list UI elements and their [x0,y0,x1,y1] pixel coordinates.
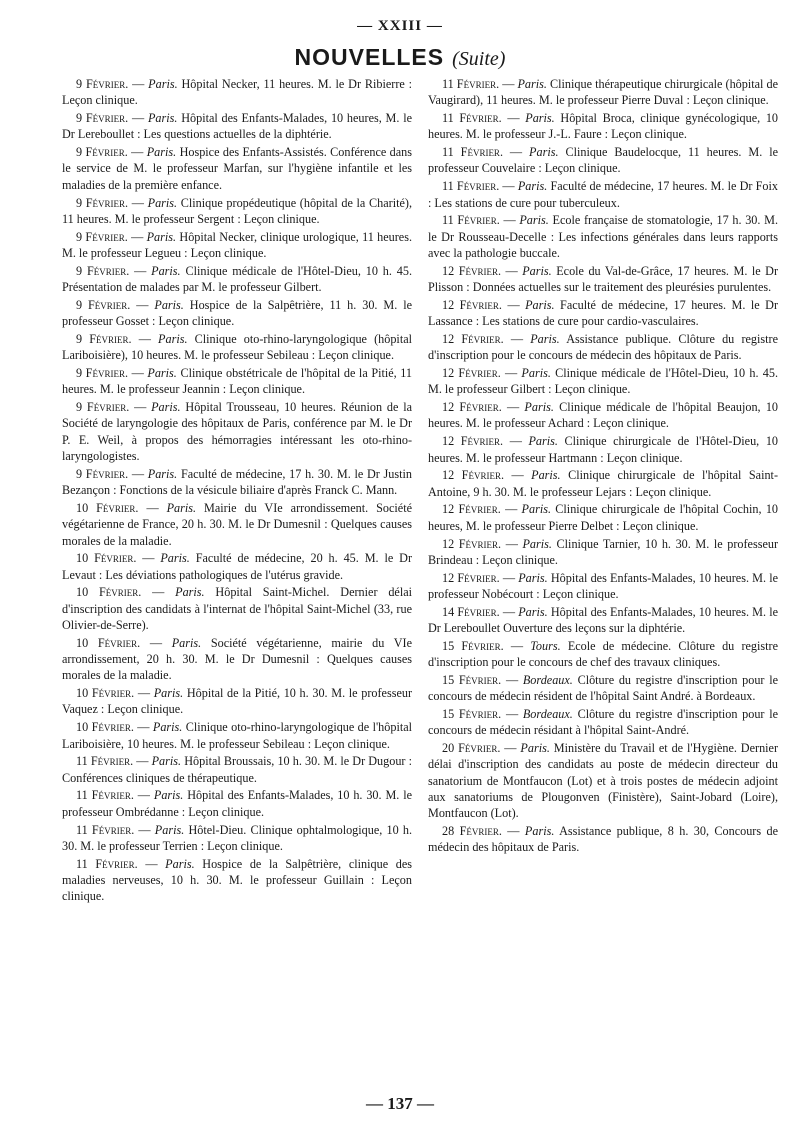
entry-text: Clinique oto-rhino-laryngologique (hôpital Lariboisière), 10 heures. M. le professeur Sebileau : Leçon clinique. [62,331,413,363]
entry-text: Assistance publique. Clôture du registre d'inscription pour le concours de médecin des hôpitaux de Paris. [428,331,778,363]
entry-date: 9 Février. — [76,229,144,244]
entry-city: Paris. [522,536,552,551]
entry-date: 9 Février. — [76,466,145,481]
entry-date: 12 Février. — [442,434,522,449]
entry-text: Clinique chirurgicale de l'hôpital Cochin, 10 heures, M. le professeur Pierre Delbet : Leçon clinique. [428,502,779,533]
entry-city: Paris. [521,502,552,517]
entry-city: Paris. [518,604,548,619]
entry-date: 11 Février. — [442,111,520,126]
entry-city: Paris. [530,331,560,346]
entry-text: Hôpital des Enfants-Malades, 10 heures. M. le professeur Nobécourt : Leçon clinique. [428,570,779,601]
entry-city: Paris. [148,77,178,91]
news-entry [428,570,778,603]
entry-city: Paris. [175,585,205,600]
entry-date: 15 Février. — [442,706,519,721]
entry-date: 11 Février. — [442,213,516,228]
entry-text: Hôpital Trousseau, 10 heures. Réunion de la Société de laryngologie des hôpitaux de Paris, conférence par M. le Dr P. E. Weil, à propos des hémorragies intéressant les oto-rhino-laryngologistes. [62,400,413,464]
entry-text: Hôpital des Enfants-Malades, 10 heures, M. le Dr Lereboullet : Les questions actuelles de la diphtérie. [62,111,413,142]
entry-text: Hôtel-Dieu. Clinique ophtalmologique, 10 h. 30. M. le professeur Terrien : Leçon clinique. [62,822,412,853]
entry-city: Paris. [147,195,178,210]
entry-text: Clinique Baudelocque, 11 heures. M. le professeur Couvelaire : Leçon clinique. [428,145,779,176]
entry-date: 15 Février. — [442,638,524,653]
entry-text: Hôpital de la Pitié, 10 h. 30. M. le professeur Vaquez : Leçon clinique. [62,686,413,717]
news-entry [62,144,412,193]
news-entry [428,740,778,821]
entry-text: Hospice des Enfants-Assistés. Conférence dans le service de M. le professeur Marfan, sur l'hygiène infantile et les maladies de la première enfance. [62,145,413,192]
entry-city: Paris. [165,856,195,871]
page-number: — 137 — [366,1094,434,1113]
entry-city: Paris. [528,434,558,449]
entry-date: 12 Février. — [442,331,524,346]
entry-date: 12 Février. — [442,400,520,415]
entry-text: Faculté de médecine, 17 heures. M. le Dr Lassance : Les stations de cure pour cardio-vasculaires. [428,297,779,329]
entry-city: Paris. [158,331,188,346]
entry-city: Paris. [152,720,183,735]
news-entry [428,399,778,432]
entry-date: 9 Février. — [76,297,149,312]
entry-text: Ecole de médecine. Clôture du registre d'inscription pour le concours de chef des travaux cliniques. [428,638,779,670]
entry-date: 20 Février. — [442,741,517,756]
news-entry [62,399,412,464]
entry-city: Tours. [530,638,561,653]
entry-city: Paris. [146,145,177,160]
news-entry [428,110,778,143]
entry-date: 10 Février. — [76,686,151,701]
news-entry [428,178,778,211]
news-entry [428,638,778,671]
entry-city: Paris. [147,366,177,381]
entry-city: Paris. [529,145,559,160]
entry-city: Paris. [154,297,184,312]
news-entry [428,467,778,500]
news-entry [62,685,412,718]
entry-text: Hôpital des Enfants-Malades, 10 h. 30. M. le professeur Ombrédanne : Leçon clinique. [62,788,412,819]
entry-date: 11 Février. — [76,788,150,803]
entry-text: Clinique chirurgicale de l'Hôtel-Dieu, 10 heures. M. le professeur Hartmann : Leçon clinique. [428,434,779,465]
entry-text: Société végétarienne, mairie du VIe arrondissement, 20 h. 30. M. le Dr Dumesnil : Quelques causes morales de la maladie. [62,635,413,683]
entry-city: Paris. [147,111,178,126]
entry-text: Hôpital Necker, clinique urologique, 11 heures. M. le professeur Legueu : Leçon clinique. [62,229,413,260]
news-entry [428,365,778,398]
news-entry [62,753,412,786]
entry-date: 10 Février. — [76,585,165,600]
entry-city: Paris. [153,788,184,803]
news-entry [428,76,778,109]
entry-city: Paris. [525,111,555,126]
entry-date: 11 Février. — [442,145,523,160]
news-entry [62,195,412,228]
entry-city: Paris. [519,213,549,228]
roman-page-number: — XXIII — [357,18,443,34]
entry-text: Ecole du Val-de-Grâce, 17 heures. M. le Dr Plisson : Données actuelles sur le traitement des pleurésies purulentes. [428,263,779,295]
entry-text: Clinique médicale de l'Hôtel-Dieu, 10 h. 45. Présentation de malades par M. le professeur Gilbert. [62,263,412,295]
entry-city: Paris. [151,754,182,769]
entry-city: Paris. [522,263,552,278]
entry-date: 11 Février. — [76,754,149,769]
entry-text: Clinique médicale de l'Hôtel-Dieu, 10 h. 45. M. le professeur Gilbert : Leçon clinique. [428,366,778,397]
news-entry [428,501,778,534]
entry-date: 10 Février. — [76,720,150,735]
entry-city: Paris. [524,824,555,839]
entry-date: 10 Février. — [76,635,163,650]
entry-text: Clinique médicale de l'hôpital Beaujon, 10 heures. M. le professeur Achard : Leçon clinique. [428,400,779,431]
entry-text: Hospice de la Salpêtrière, 11 h. 30. M. le professeur Gosset : Leçon clinique. [62,297,412,329]
news-entry [62,263,412,296]
entry-city: Paris. [525,297,555,312]
entry-city: Paris. [521,366,551,381]
entry-text: Hôpital Saint-Michel. Dernier délai d'inscription des candidats à l'internat de l'hôpital Saint-Michel (33, rue Olivier-de-Serre). [62,585,412,632]
section-title: NOUVELLES [294,44,445,70]
entry-date: 9 Février. — [76,195,144,210]
entry-city: Paris. [151,400,181,415]
entry-text: Assistance publique, 8 h. 30, Concours de médecin des hôpitaux de Paris. [428,824,779,855]
entry-date: 9 Février. — [76,366,144,381]
entry-text: Faculté de médecine, 17 heures. M. le Dr Foix : Les stations de cure pour tuberculeux. [428,179,779,210]
entry-text: Clinique oto-rhino-laryngologique de l'hôpital Lariboisière, 10 heures. M. le professeur Sebileau : Leçon clinique. [62,720,413,751]
entry-date: 11 Février. — [76,856,158,871]
entry-date: 14 Février. — [442,604,516,619]
entry-text: Ministère du Travail et de l'Hygiène. Dernier délai d'inscription des candidats au poste de médecin directeur du sanatorium de Montfaucon (Lot) et à trois postes de médecin adjoint aux sanatoriums de Plougonven (Finistère), Saint-Jobard (Loire), Montfaucon (Lot). [428,741,779,821]
entry-text: Hôpital Broussais, 10 h. 30. M. le Dr Dugour : Conférences cliniques de thérapeutique. [62,754,412,785]
section-heading [0,44,800,71]
news-entry [62,584,412,633]
entry-city: Paris. [531,468,561,483]
entry-city: Paris. [153,686,184,701]
news-entry [62,719,412,752]
news-entry [62,787,412,820]
entry-text: Clinique propédeutique (hôpital de la Charité), 11 heures. M. le professeur Sergent : Leçon clinique. [62,195,412,226]
news-entry [62,229,412,262]
entry-text: Ecole française de stomatologie, 17 h. 30. M. le Dr Rousseau-Decelle : Les infections générales dans leurs rapports avec la pathologie buccale. [428,213,779,260]
entry-text: Mairie du VIe arrondissement. Société végétarienne de France, 20 h. 30. M. le Dr Dumesnil : Quelques causes morales de la maladie. [62,500,413,548]
entry-city: Paris. [524,400,554,415]
entry-date: 11 Février. — [442,77,515,91]
entry-text: Clôture du registre d'inscription pour le concours de médecin résidant à l'hôpital Saint-André. [428,706,778,738]
news-entry [428,263,778,296]
entry-date: 28 Février. — [442,824,520,839]
entry-text: Clinique Tarnier, 10 h. 30. M. le professeur Brindeau : Leçon clinique. [428,536,779,567]
entry-text: Hôpital Necker, 11 heures. M. le Dr Ribierre : Leçon clinique. [62,77,413,108]
news-entry [62,500,412,549]
news-entry [428,433,778,466]
news-entry [62,331,412,364]
news-entry [428,706,778,739]
entry-date: 12 Février. — [442,468,524,483]
news-entry [62,856,412,905]
entry-city: Paris. [518,570,548,585]
news-entry [62,635,412,684]
entry-text: Clôture du registre d'inscription pour le concours de médecin résident de l'hôpital Saint André. à Bordeaux. [428,672,778,704]
entry-date: 9 Février. — [76,400,147,415]
news-entry [428,144,778,177]
right-column [428,76,778,857]
entry-date: 9 Février. — [76,145,144,160]
news-entry [428,536,778,569]
entry-date: 12 Février. — [442,297,520,312]
news-entry [428,212,778,261]
entry-text: Faculté de médecine, 20 h. 45. M. le Dr Levaut : Les déviations pathologiques de l'utérus gravide. [62,551,413,582]
entry-city: Bordeaux. [522,706,573,721]
news-entry [62,297,412,330]
entry-text: Clinique thérapeutique chirurgicale (hôpital de Vaugirard), 11 heures. M. le professeur Pierre Duval : Leçon clinique. [428,77,779,108]
news-entry [62,466,412,499]
entry-city: Paris. [171,635,202,650]
entry-city: Paris. [166,500,197,515]
left-column [62,76,412,906]
entry-date: 9 Février. — [76,263,147,278]
entry-text: Hospice de la Salpêtrière, clinique des maladies nerveuses, 10 h. 30. M. le professeur Guillain : Leçon clinique. [62,856,413,904]
entry-date: 15 Février. — [442,672,519,687]
entry-city: Paris. [160,551,190,566]
entry-city: Paris. [151,263,181,278]
entry-city: Paris. [154,822,185,837]
entry-city: Paris. [517,179,548,194]
entry-date: 12 Février. — [442,263,518,278]
entry-date: 12 Février. — [442,570,516,585]
news-entry [428,823,778,856]
entry-date: 11 Février. — [76,822,151,837]
entry-date: 12 Février. — [442,502,518,517]
entry-city: Paris. [146,229,177,244]
entry-city: Paris. [520,741,550,756]
entry-text: Faculté de médecine, 17 h. 30. M. le Dr Justin Bezançon : Fonctions de la vésicule biliaire d'après Franck C. Mann. [62,466,413,498]
news-entry [62,550,412,583]
entry-city: Paris. [517,77,547,91]
news-entry [428,331,778,364]
entry-text: Hôpital des Enfants-Malades, 10 heures. M. le Dr Lereboullet Ouverture des leçons sur la diphtérie. [428,604,779,635]
entry-date: 9 Février. — [76,331,151,346]
news-entry [62,822,412,855]
entry-city: Paris. [147,466,178,481]
news-entry [62,76,412,109]
entry-date: 10 Février. — [76,551,155,566]
entry-date: 9 Février. — [76,77,145,91]
news-entry [428,297,778,330]
entry-text: Clinique obstétricale de l'hôpital de la Pitié, 11 heures. M. le professeur Jeannin : Leçon clinique. [62,366,413,397]
news-entry [62,365,412,398]
section-subtitle: (Suite) [452,48,506,70]
entry-text: Hôpital Broca, clinique gynécologique, 10 heures. M. le professeur J.-L. Faure : Leçon clinique. [428,111,779,142]
entry-date: 12 Février. — [442,536,518,551]
news-entry [62,110,412,143]
entry-date: 11 Février. — [442,179,515,194]
entry-text: Clinique chirurgicale de l'hôpital Saint-Antoine, 9 h. 30. M. le professeur Lejars : Leçon clinique. [428,468,779,499]
news-entry [428,604,778,637]
entry-date: 12 Février. — [442,366,518,381]
entry-date: 9 Février. — [76,111,145,126]
news-entry [428,672,778,705]
entry-date: 10 Février. — [76,500,159,515]
entry-city: Bordeaux. [522,672,573,687]
